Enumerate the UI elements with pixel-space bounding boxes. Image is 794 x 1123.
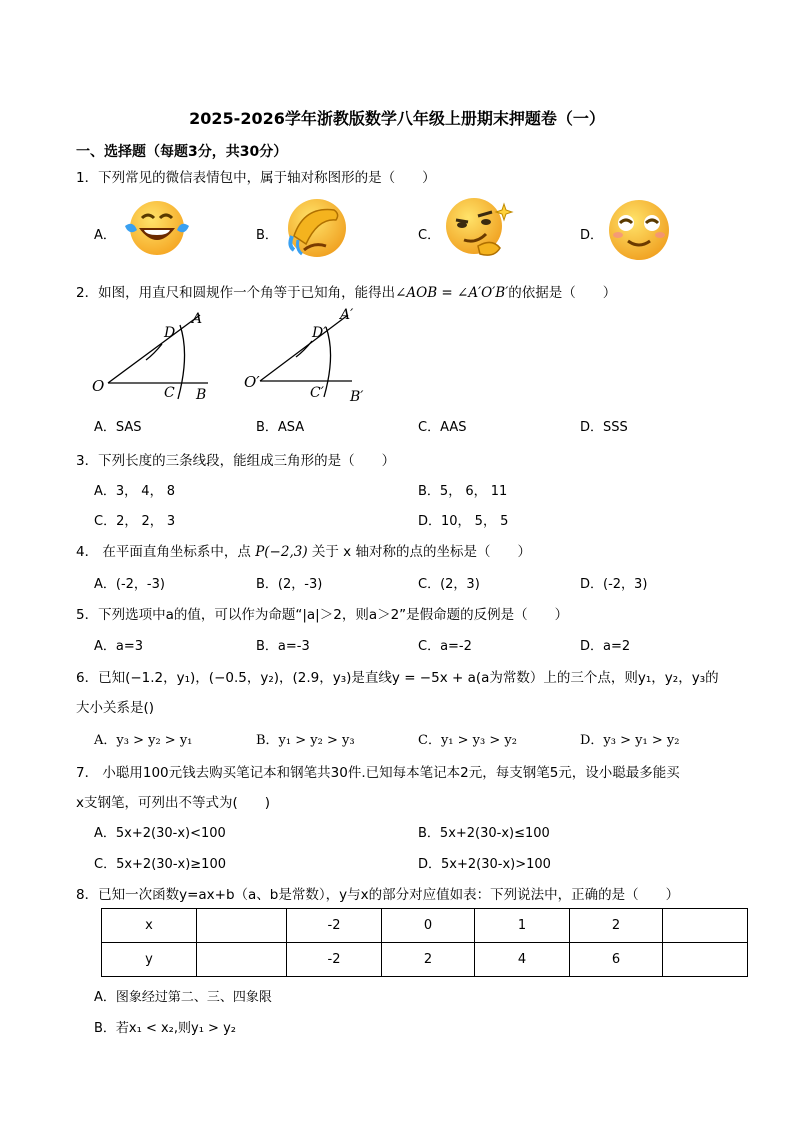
table-cell [663,909,748,943]
q4-option-d: D．(-2，3) [580,577,648,592]
table-row-y [102,943,748,977]
q2-stem-text: 2．如图，用直尺和圆规作一个角等于已知角，能得出 [76,285,396,301]
question-5-stem: 5．下列选项中a的值，可以作为命题“|a|＞2，则a＞2”是假命题的反例是（ ） [76,607,569,623]
label-b: B [196,387,207,403]
arc-small-copy [296,341,312,357]
table-cell: 6 [570,943,663,977]
label-c-prime: C′ [310,385,324,401]
facepalm-emoji-icon [282,196,352,262]
label-b-prime: B′ [350,389,364,405]
tears-of-joy-emoji-icon [122,198,192,258]
table-cell: 0 [382,909,475,943]
q5-option-c: C．a=-2 [418,639,472,654]
question-3-stem: 3．下列长度的三条线段，能组成三角形的是（ ） [76,453,396,469]
q1-option-c-label: C． [418,228,441,243]
label-o: O [92,377,105,395]
q3-option-c: C．2， 2， 3 [94,514,176,529]
q3-option-d: D．10， 5， 5 [418,514,509,529]
q5-option-b: B．a=-3 [256,639,310,654]
table-cell: -2 [287,909,382,943]
table-cell [197,909,287,943]
q2-option-d: D．SSS [580,420,628,435]
q4-stem-text: 4． 在平面直角坐标系中，点 [76,544,251,560]
question-7-stem-line2: x支钢笔，可列出不等式为( ) [76,795,271,811]
angle-figure-original [90,305,220,405]
q6-option-b: B．y₁ > y₂ > y₃ [256,733,355,748]
q3-option-a: A．3， 4， 8 [94,484,175,499]
table-cell [663,943,748,977]
question-1-stem: 1．下列常见的微信表情包中，属于轴对称图形的是（ ） [76,170,436,186]
question-6-stem-line1: 6．已知(−1.2，y₁)，(−0.5，y₂)，(2.9，y₃)是直线y = −5x + a(a为常数）上的三个点，则y₁，y₂，y₃的 [76,670,719,686]
label-a-prime: A′ [340,307,354,323]
q8-option-b: B．若x₁ < x₂,则y₁ > y₂ [94,1021,236,1036]
table-cell [197,943,287,977]
q2-option-c: C．AAS [418,420,467,435]
q7-option-c: C．5x+2(30-x)≥100 [94,857,226,872]
q4-option-a: A．(-2，-3) [94,577,165,592]
label-a: A [192,311,203,327]
question-2-stem [76,281,616,301]
q5-option-a: A．a=3 [94,639,144,654]
smirk-thumb-emoji-icon [442,194,514,262]
question-8-stem: 8．已知一次函数y=ax+b（a、b是常数），y与x的部分对应值如表：下列说法中，正确的是（ ） [76,887,680,903]
q2-stem-tail: 的依据是（ ） [508,285,617,301]
q8-option-a: A．图象经过第二、三、四象限 [94,990,272,1005]
q4-option-c: C．(2，3) [418,577,480,592]
table-cell: -2 [287,943,382,977]
q1-option-a-label: A． [94,228,116,243]
q5-option-d: D．a=2 [580,639,631,654]
table-cell: x [102,909,197,943]
question-6-stem-line2: 大小关系是() [76,700,155,716]
label-d: D [164,325,176,341]
q3-option-b: B．5， 6， 11 [418,484,508,499]
q1-option-b-label: B． [256,228,278,243]
table-cell: 4 [475,943,570,977]
q4-stem-math: P(−2,3) [255,544,308,560]
q7-option-b: B．5x+2(30-x)≤100 [418,826,550,841]
q2-option-b: B．ASA [256,420,305,435]
arc-small [146,344,162,360]
ray-o2a2 [260,315,348,381]
table-cell: 2 [382,943,475,977]
q2-option-a: A．SAS [94,420,142,435]
q1-option-d-label: D． [580,228,604,243]
label-c: C [164,385,175,401]
question-4-stem [76,540,531,560]
q6-option-d: D．y₃ > y₁ > y₂ [580,733,680,748]
q7-option-d: D．5x+2(30-x)>100 [418,857,551,872]
q6-option-c: C．y₁ > y₃ > y₂ [418,733,517,748]
q4-option-b: B．(2，-3) [256,577,323,592]
label-d-prime: D′ [312,325,327,341]
page-title: 2025-2026学年浙教版数学八年级上册期末押题卷（一） [189,109,605,128]
q6-option-a: A．y₃ > y₂ > y₁ [94,733,193,748]
ray-oa [108,315,200,383]
label-o-prime: O′ [244,373,260,391]
q4-stem-tail: 关于 x 轴对称的点的坐标是（ ） [311,544,531,560]
table-row-x [102,909,748,943]
angle-figure-copy [244,303,374,405]
q2-stem-math: ∠AOB = ∠A′O′B′ [395,285,509,301]
question-7-stem-line1: 7． 小聪用100元钱去购买笔记本和钢笔共30件.已知每本笔记本2元，每支钢笔5元，设小聪最多能买 [76,765,680,781]
smiling-emoji-icon [604,197,674,263]
q7-option-a: A．5x+2(30-x)<100 [94,826,226,841]
table-cell: y [102,943,197,977]
value-table [101,908,748,977]
table-cell: 2 [570,909,663,943]
arc-large [178,325,185,399]
table-cell: 1 [475,909,570,943]
section-heading: 一、选择题（每题3分，共30分） [76,144,288,160]
